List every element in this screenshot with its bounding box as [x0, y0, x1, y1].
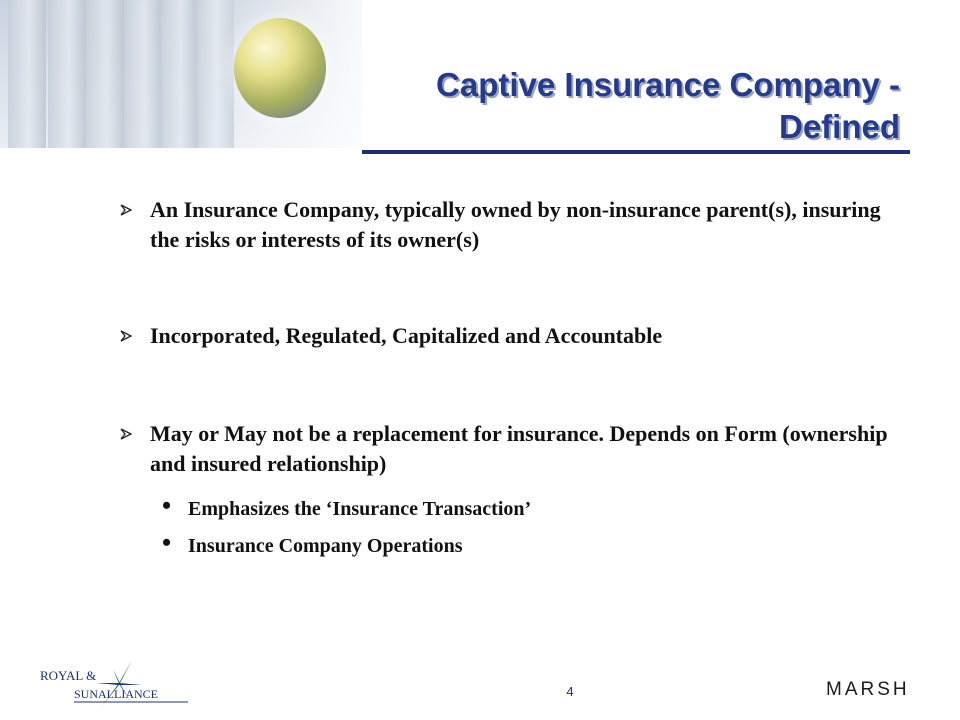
- arrowhead-bullet-icon: [120, 330, 132, 342]
- sub-bullet-text: Emphasizes the ‘Insurance Transaction’: [188, 498, 532, 520]
- header-graphic: [0, 0, 362, 148]
- cube-strip: [124, 0, 162, 148]
- globe-icon: [234, 18, 326, 118]
- page-number: 4: [566, 684, 574, 699]
- bullet-item: [120, 419, 900, 479]
- dot-bullet-icon: •: [162, 528, 172, 557]
- arrowhead-bullet-icon: [120, 428, 132, 440]
- marsh-logo: MARSH: [826, 679, 910, 700]
- logo-left-line1: ROYAL &: [40, 668, 97, 683]
- cube-strip: [48, 0, 86, 148]
- logo-left-line2: SUNALLIANCE: [74, 687, 158, 701]
- royal-sunalliance-logo: [40, 658, 190, 708]
- sub-bullet-item: [162, 491, 532, 522]
- title-line-1: Captive Insurance Company -: [436, 66, 900, 103]
- sub-bullet-text: Insurance Company Operations: [188, 535, 463, 557]
- title-area: [362, 58, 910, 154]
- cube-strip: [8, 0, 46, 148]
- bullet-item: [120, 321, 900, 351]
- cube-strip: [86, 0, 124, 148]
- bullet-text: Incorporated, Regulated, Capitalized and Accountable: [150, 323, 663, 348]
- bullet-text: May or May not be a replacement for insurance. Depends on Form (ownership and insured relationship): [150, 421, 888, 476]
- sub-bullet-item: [162, 528, 463, 559]
- dot-bullet-icon: •: [162, 491, 172, 520]
- page-title: [436, 64, 900, 148]
- arrowhead-bullet-icon: [120, 204, 132, 216]
- bullet-item: [120, 195, 900, 255]
- bullet-text: An Insurance Company, typically owned by non-insurance parent(s), insuring the risks or interests of its owner(s): [150, 197, 881, 252]
- title-line-2: Defined: [778, 108, 900, 145]
